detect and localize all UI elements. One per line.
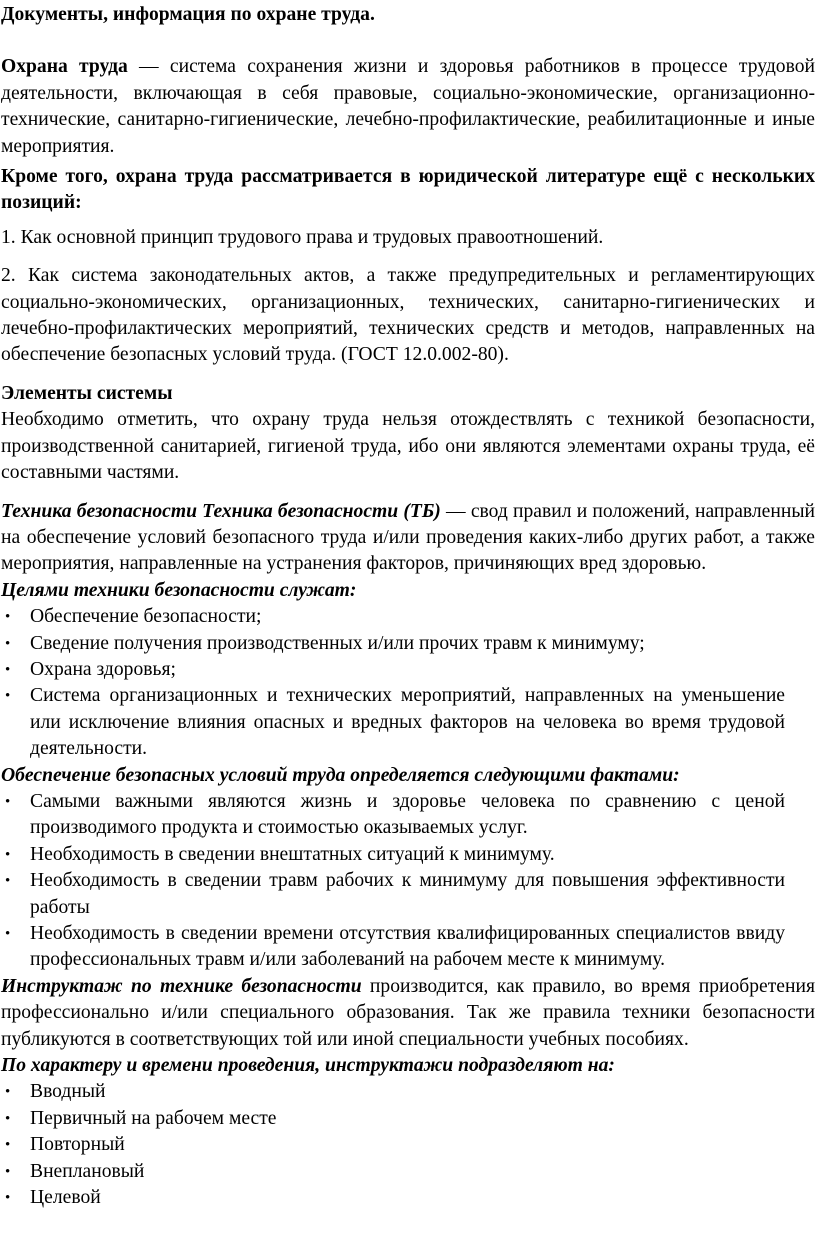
facts-list — [1, 789, 815, 974]
position-2: 2. Как система законодательных актов, а также предупредительных и регламентирующих социально-экономических, организационных, технических, санитарно-гигиенических и лечебно-профилактических мероприятий, технических средств и методов, направленных на обеспечение безопасных условий труда. (ГОСТ 12.0.002-80). — [1, 265, 815, 366]
types-heading: По характеру и времени проведения, инструктажи подразделяют на: — [1, 1055, 615, 1077]
bullet-icon: • — [5, 609, 11, 626]
position-1: 1. Как основной принцип трудового права и трудовых правоотношений. — [1, 226, 604, 248]
safety-definition — [1, 499, 815, 578]
bullet-icon: • — [5, 1084, 11, 1101]
document-title: Документы, информация по охране труда. — [1, 4, 375, 25]
list-item: • Необходимость в сведении времени отсутствия квалифицированных специалистов ввиду профессиональных травм и/или заболеваний на рабочем месте к минимуму. — [5, 923, 785, 971]
labor-protection-term: Охрана труда — [1, 56, 128, 78]
list-item: • Обеспечение безопасности; — [1, 604, 815, 630]
labor-protection-text: — система сохранения жизни и здоровья работников в процессе трудовой деятельности, включающая в себя правовые, социально-экономические, организационно-технические, санитарно-гигиенические, лечебно-профилактические, реабилитационные и иные мероприятия. — [1, 56, 815, 157]
bullet-icon: • — [5, 846, 11, 863]
bullet-icon: • — [5, 1163, 11, 1180]
list-item: • Сведение получения производственных и/или прочих травм к минимуму; — [1, 631, 815, 657]
bullet-icon: • — [5, 1110, 11, 1127]
list-item: • Охрана здоровья; — [1, 657, 815, 683]
document-page — [0, 2, 816, 1211]
list-item: • Самыми важными являются жизнь и здоровье человека по сравнению с ценой производимого продукта и стоимостью оказываемых услуг. — [5, 790, 785, 839]
list-item: • Необходимость в сведении внештатных ситуаций к минимуму. — [1, 842, 815, 868]
goals-heading: Целями техники безопасности служат: — [1, 579, 357, 601]
bullet-icon: • — [5, 661, 11, 678]
goals-list — [1, 604, 815, 762]
list-item: • Целевой — [1, 1185, 815, 1211]
list-item: • Внеплановый — [1, 1159, 815, 1185]
bullet-icon: • — [5, 635, 11, 652]
list-item: • Вводный — [1, 1079, 815, 1105]
list-item: • Первичный на рабочем месте — [1, 1106, 815, 1132]
elements-heading: Элементы системы — [1, 382, 173, 404]
facts-heading: Обеспечение безопасных условий труда определяется следующими фактами: — [1, 764, 680, 786]
instruction-paragraph — [1, 974, 815, 1053]
bullet-icon: • — [5, 873, 11, 890]
bullet-icon: • — [5, 1190, 11, 1207]
bullet-icon: • — [5, 1137, 11, 1154]
bullet-icon: • — [5, 926, 11, 942]
instruction-term: Инструктаж по технике безопасности — [1, 975, 362, 997]
legal-positions-intro: Кроме того, охрана труда рассматривается в юридической литературе ещё с нескольких позиций: — [1, 166, 815, 214]
bullet-icon: • — [5, 688, 11, 705]
list-item: • Система организационных и технических мероприятий, направленных на уменьшение или исключение влияния опасных и вредных факторов на человека во время трудовой деятельности. — [5, 685, 785, 760]
bullet-icon: • — [5, 793, 11, 810]
safety-term: Техника безопасности Техника безопасности (ТБ) — [1, 500, 441, 522]
list-item: • Необходимость в сведении травм рабочих к минимуму для повышения эффективности работы — [5, 870, 785, 918]
types-list — [1, 1079, 815, 1211]
safety-text: — свод правил и положений, направленный на обеспечение условий безопасного труда и/или проведения каких-либо других работ, а также мероприятия, направленные на устранения факторов, причиняющих вред здоровью. — [1, 500, 815, 575]
list-item: • Повторный — [1, 1132, 815, 1158]
elements-paragraph: Необходимо отметить, что охрану труда нельзя отождествлять с техникой безопасности, производственной санитарией, гигиеной труда, ибо они являются элементами охраны труда, её составными частями. — [1, 409, 815, 484]
labor-protection-definition — [1, 54, 815, 160]
instruction-text: производится, как правило, во время приобретения профессионально и/или специального образования. Так же правила техники безопасности публикуются в соответствующих той или иной специальности учебных пособиях. — [1, 975, 815, 1050]
